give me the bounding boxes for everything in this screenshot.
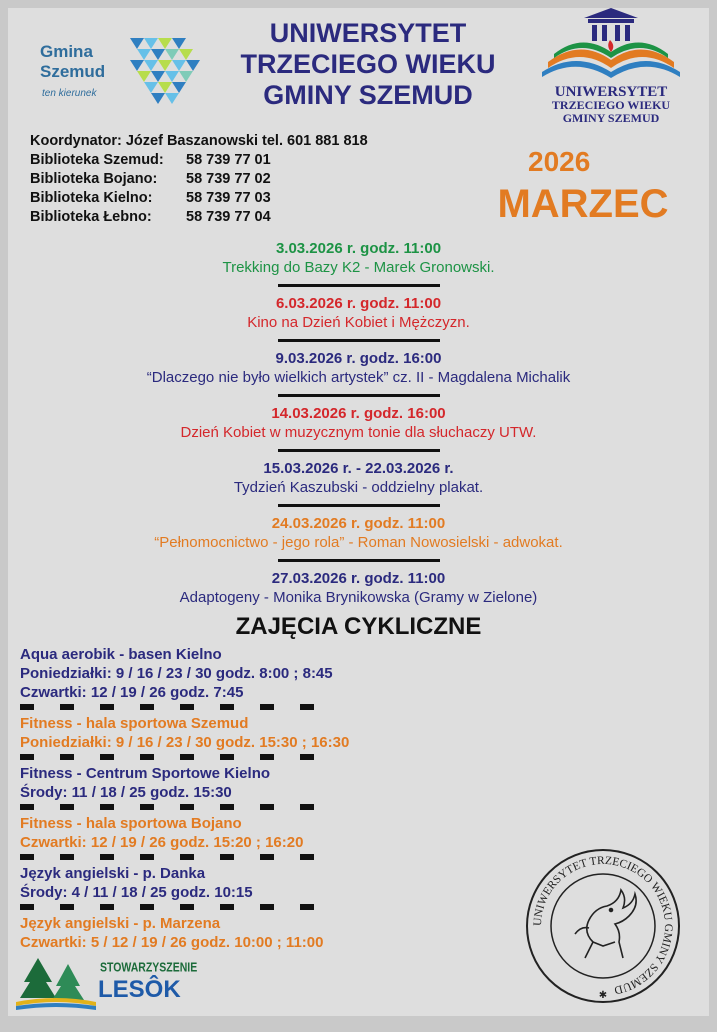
cyclic-title: Aqua aerobik - basen Kielno — [20, 646, 222, 663]
cyclic-title: Fitness - hala sportowa Szemud — [20, 715, 249, 732]
event-date: 24.03.2026 r. godz. 11:00 — [271, 515, 446, 532]
title-line: GMINY SZEMUD — [263, 80, 473, 110]
cyclic-schedule: Czwartki: 5 / 12 / 19 / 26 godz. 10:00 ; 11:00 — [20, 934, 324, 951]
cyclic-item — [20, 814, 440, 852]
contact-row — [30, 189, 368, 208]
divider — [278, 339, 440, 342]
lesok-name: LESÔK — [98, 976, 181, 1003]
utw-logo-line: GMINY SZEMUD — [562, 111, 660, 125]
utw-logo — [536, 8, 686, 126]
year-label: 2026 — [528, 146, 591, 177]
cyclic-title: Język angielski - p. Marzena — [20, 915, 221, 932]
contact-label: Biblioteka Szemud: — [30, 152, 164, 168]
event-item — [8, 239, 709, 277]
contact-label: Biblioteka Łebno: — [30, 209, 152, 225]
dashed-divider — [20, 854, 338, 860]
event-desc: Kino na Dzień Kobiet i Mężczyzn. — [247, 314, 470, 331]
cyclic-list — [20, 645, 440, 952]
event-desc: Dzień Kobiet w muzycznym tonie dla słuchaczy UTW. — [180, 424, 537, 441]
cyclic-title: Fitness - hala sportowa Bojano — [20, 815, 242, 832]
contact-label: Biblioteka Bojano: — [30, 171, 158, 187]
cyclic-schedule: Poniedziałki: 9 / 16 / 23 / 30 godz. 15:30 ; 16:30 — [20, 734, 350, 751]
triangle-mosaic-icon — [130, 38, 204, 104]
title-line: TRZECIEGO WIEKU — [240, 49, 496, 79]
cyclic-schedule: Poniedziałki: 9 / 16 / 23 / 30 godz. 8:00 ; 8:45 — [20, 665, 333, 682]
cyclic-item — [20, 864, 440, 902]
cyclic-schedule: Środy: 11 / 18 / 25 godz. 15:30 — [20, 784, 232, 801]
event-desc: Trekking do Bazy K2 - Marek Gronowski. — [222, 259, 495, 276]
event-desc: Tydzień Kaszubski - oddzielny plakat. — [233, 479, 484, 496]
cyclic-schedule: Środy: 4 / 11 / 18 / 25 godz. 10:15 — [20, 884, 253, 901]
cyclic-item — [20, 645, 440, 702]
poster — [8, 8, 709, 1016]
divider — [278, 394, 440, 397]
cyclic-schedule: Czwartki: 12 / 19 / 26 godz. 7:45 — [20, 684, 244, 701]
contact-row — [30, 208, 368, 227]
divider — [278, 284, 440, 287]
griffin-icon — [575, 890, 636, 958]
divider — [278, 559, 440, 562]
event-item — [8, 349, 709, 387]
cyclic-title: Język angielski - p. Danka — [20, 865, 206, 882]
event-date: 9.03.2026 r. godz. 16:00 — [275, 350, 442, 367]
event-item — [8, 459, 709, 497]
event-date: 14.03.2026 r. godz. 16:00 — [271, 405, 446, 422]
dashed-divider — [20, 704, 338, 710]
month-label: MARZEC — [497, 182, 669, 226]
event-item — [8, 514, 709, 552]
event-item — [8, 294, 709, 332]
title-line: UNIWERSYTET — [269, 18, 467, 48]
divider — [278, 449, 440, 452]
contact-phone: 58 739 77 04 — [186, 209, 271, 225]
page-title — [213, 18, 523, 111]
dashed-divider — [20, 804, 338, 810]
event-date: 3.03.2026 r. godz. 11:00 — [275, 240, 442, 257]
gmina-logo-line2: Szemud — [40, 62, 106, 81]
seal-text: UNIWERSYTET TRZECIEGO WIEKU GMINY SZEMUD — [531, 854, 675, 996]
utw-logo-line: TRZECIEGO WIEKU — [551, 98, 671, 112]
cyclic-item — [20, 764, 440, 802]
cyclic-heading: ZAJĘCIA CYKLICZNE — [235, 613, 482, 640]
event-item — [8, 569, 709, 607]
contact-row — [30, 170, 368, 189]
event-list — [8, 239, 709, 607]
contact-coordinator: Koordynator: Józef Baszanowski tel. 601 881 818 — [30, 133, 368, 149]
tree-icon — [16, 956, 96, 1012]
event-desc: “Dlaczego nie było wielkich artystek” cz. II - Magdalena Michalik — [146, 369, 571, 386]
contact-phone: 58 739 77 03 — [186, 190, 271, 206]
contact-list — [30, 132, 368, 227]
gmina-szemud-logo — [26, 30, 206, 110]
star-icon: ✱ — [598, 990, 608, 1001]
event-date: 6.03.2026 r. godz. 11:00 — [275, 295, 442, 312]
gmina-logo-tagline: ten kierunek — [42, 88, 97, 99]
utw-seal — [523, 846, 683, 1006]
cyclic-item — [20, 914, 440, 952]
contact-phone: 58 739 77 02 — [186, 171, 271, 187]
cyclic-title: Fitness - Centrum Sportowe Kielno — [20, 765, 271, 782]
event-desc: Adaptogeny - Monika Brynikowska (Gramy w Zielone) — [179, 589, 538, 606]
book-building-icon — [536, 8, 686, 88]
contact-phone: 58 739 77 01 — [186, 152, 271, 168]
lesok-logo — [16, 956, 206, 1012]
dashed-divider — [20, 904, 338, 910]
event-date: 27.03.2026 r. godz. 11:00 — [271, 570, 446, 587]
event-desc: “Pełnomocnictwo - jego rola” - Roman Nowosielski - adwokat. — [154, 534, 563, 551]
event-item — [8, 404, 709, 442]
dashed-divider — [20, 754, 338, 760]
cyclic-schedule: Czwartki: 12 / 19 / 26 godz. 15:20 ; 16:20 — [20, 834, 304, 851]
contact-row — [30, 151, 368, 170]
utw-logo-line: UNIWERSYTET — [554, 84, 668, 100]
divider — [278, 504, 440, 507]
gmina-logo-line1: Gmina — [40, 42, 93, 61]
contact-row — [30, 132, 368, 151]
cyclic-item — [20, 714, 440, 752]
contact-label: Biblioteka Kielno: — [30, 190, 153, 206]
event-date: 15.03.2026 r. - 22.03.2026 r. — [263, 460, 454, 477]
lesok-top-label: STOWARZYSZENIE — [100, 960, 198, 976]
